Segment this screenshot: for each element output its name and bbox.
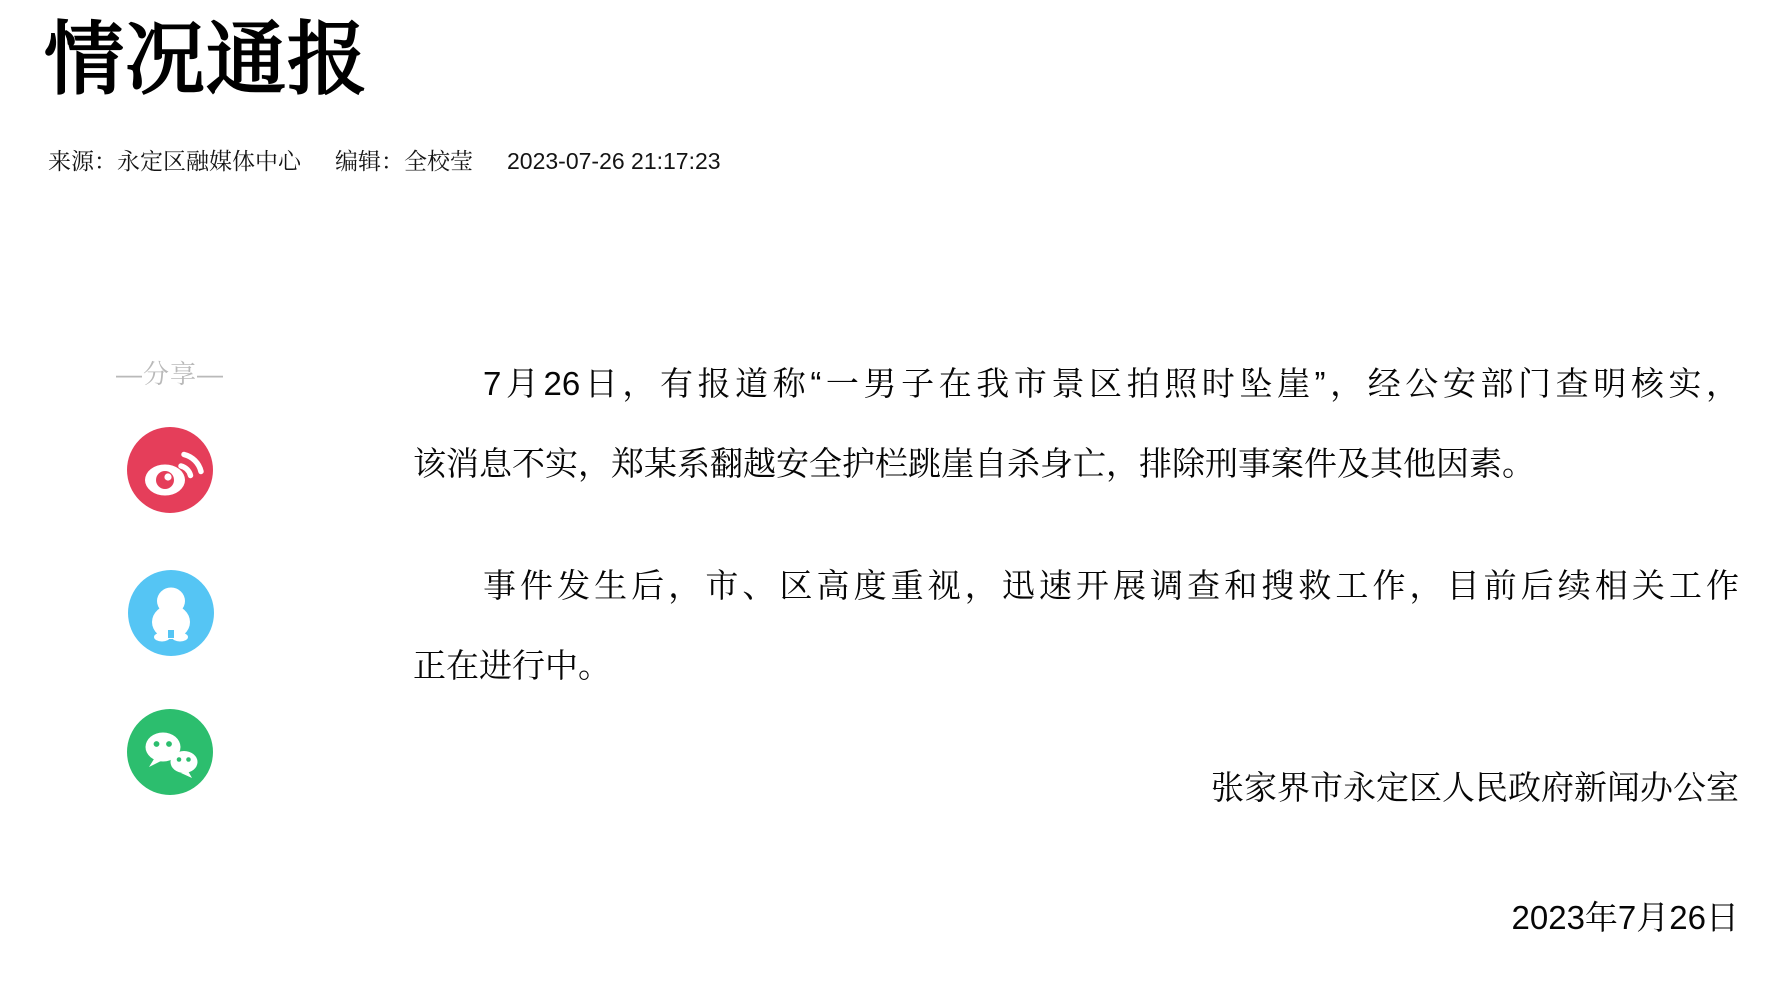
paragraph-line: 事件发生后，市、区高度重视，迅速开展调查和搜救工作，目前后续相关工作 [483,567,1739,604]
meta-datetime: 2023-07-26 21:17:23 [507,148,721,174]
page-title: 情况通报 [44,15,368,104]
share-wechat-button[interactable] [127,709,213,795]
article-meta [48,146,721,176]
paragraph [413,546,1739,706]
wechat-icon [127,709,213,795]
share-label: —分享— [115,359,224,389]
weibo-icon [127,427,213,513]
share-qq-button[interactable] [128,570,214,656]
article-date: 2023年7月26日 [1511,899,1739,936]
article-body [413,344,1739,958]
meta-source: 来源：永定区融媒体中心 [48,148,301,174]
paragraph [413,344,1739,504]
meta-editor: 编辑：全校莹 [335,148,473,174]
qq-icon [128,570,214,656]
share-weibo-button[interactable] [127,427,213,513]
paragraph-line: 该消息不实，郑某系翻越安全护栏跳崖自杀身亡，排除刑事案件及其他因素。 [413,445,1535,482]
paragraph-line: 7月26日，有报道称“一男子在我市景区拍照时坠崖”，经公安部门查明核实， [483,365,1739,402]
signature: 张家界市永定区人民政府新闻办公室 [1211,769,1739,806]
paragraph-line: 正在进行中。 [413,647,611,684]
